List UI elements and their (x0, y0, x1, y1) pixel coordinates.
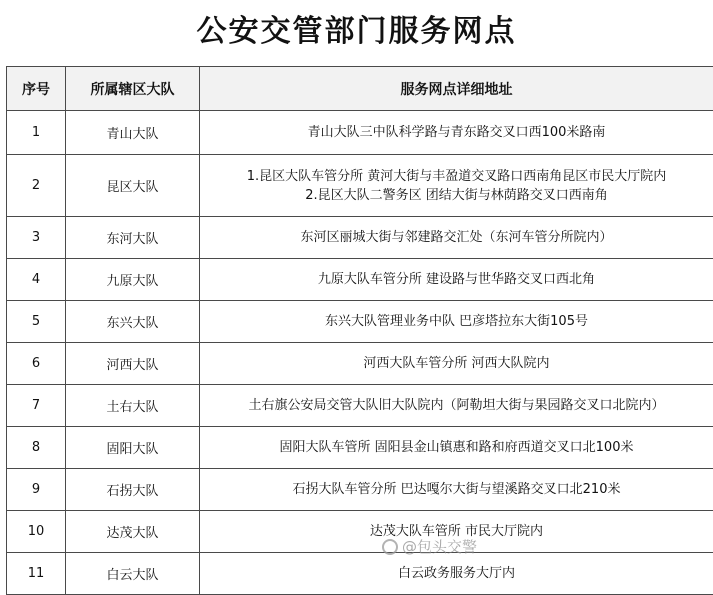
page-title: 公安交管部门服务网点 (0, 8, 713, 56)
row-address (200, 469, 713, 511)
row-no: 3 (7, 217, 66, 259)
address-line: 东兴大队管理业务中队 巴彦塔拉东大街105号 (200, 312, 713, 331)
row-unit: 白云大队 (66, 553, 200, 595)
row-no: 8 (7, 427, 66, 469)
address-line: 青山大队三中队科学路与青东路交叉口西100米路南 (200, 123, 713, 142)
watermark-text: @包头交警 (402, 538, 477, 556)
address-line: 2.昆区大队二警务区 团结大街与林荫路交叉口西南角 (200, 186, 713, 205)
address-line: 土右旗公安局交管大队旧大队院内（阿勒坦大街与果园路交叉口北院内） (200, 396, 713, 415)
row-unit: 土右大队 (66, 385, 200, 427)
table-row (7, 553, 713, 595)
address-line: 达茂大队车管所 市民大厅院内 (200, 522, 713, 541)
row-address (200, 111, 713, 155)
watermark (382, 536, 477, 557)
row-unit: 东河大队 (66, 217, 200, 259)
table-row (7, 155, 713, 217)
row-unit: 东兴大队 (66, 301, 200, 343)
row-no: 5 (7, 301, 66, 343)
row-address (200, 343, 713, 385)
address-line: 1.昆区大队车管分所 黄河大街与丰盈道交叉路口西南角昆区市民大厅院内 (200, 167, 713, 186)
row-unit: 青山大队 (66, 111, 200, 155)
header-unit: 所属辖区大队 (66, 67, 200, 111)
row-no: 9 (7, 469, 66, 511)
header-address: 服务网点详细地址 (200, 67, 713, 111)
row-no: 2 (7, 155, 66, 217)
row-address (200, 427, 713, 469)
row-no: 10 (7, 511, 66, 553)
row-address (200, 385, 713, 427)
row-unit: 昆区大队 (66, 155, 200, 217)
table-row (7, 511, 713, 553)
row-unit: 石拐大队 (66, 469, 200, 511)
address-line: 固阳大队车管所 固阳县金山镇惠和路和府西道交叉口北100米 (200, 438, 713, 457)
row-no: 7 (7, 385, 66, 427)
row-unit: 河西大队 (66, 343, 200, 385)
table-row (7, 259, 713, 301)
weibo-logo-icon (382, 539, 398, 555)
row-no: 1 (7, 111, 66, 155)
table-row (7, 385, 713, 427)
header-no: 序号 (7, 67, 66, 111)
row-address (200, 553, 713, 595)
table-row (7, 301, 713, 343)
address-line: 石拐大队车管分所 巴达嘎尔大街与望溪路交叉口北210米 (200, 480, 713, 499)
address-line: 东河区丽城大街与邻建路交汇处（东河车管分所院内） (200, 228, 713, 247)
address-line: 河西大队车管分所 河西大队院内 (200, 354, 713, 373)
row-unit: 九原大队 (66, 259, 200, 301)
row-no: 4 (7, 259, 66, 301)
row-no: 11 (7, 553, 66, 595)
row-unit: 达茂大队 (66, 511, 200, 553)
address-line: 白云政务服务大厅内 (200, 564, 713, 583)
table-row (7, 217, 713, 259)
address-line: 九原大队车管分所 建设路与世华路交叉口西北角 (200, 270, 713, 289)
row-address (200, 217, 713, 259)
table-row (7, 469, 713, 511)
table-row (7, 343, 713, 385)
table-row (7, 111, 713, 155)
row-unit: 固阳大队 (66, 427, 200, 469)
row-address (200, 301, 713, 343)
table-header-row (7, 67, 713, 111)
row-address (200, 259, 713, 301)
table-row (7, 427, 713, 469)
row-address (200, 155, 713, 217)
row-no: 6 (7, 343, 66, 385)
service-points-table (6, 66, 713, 595)
